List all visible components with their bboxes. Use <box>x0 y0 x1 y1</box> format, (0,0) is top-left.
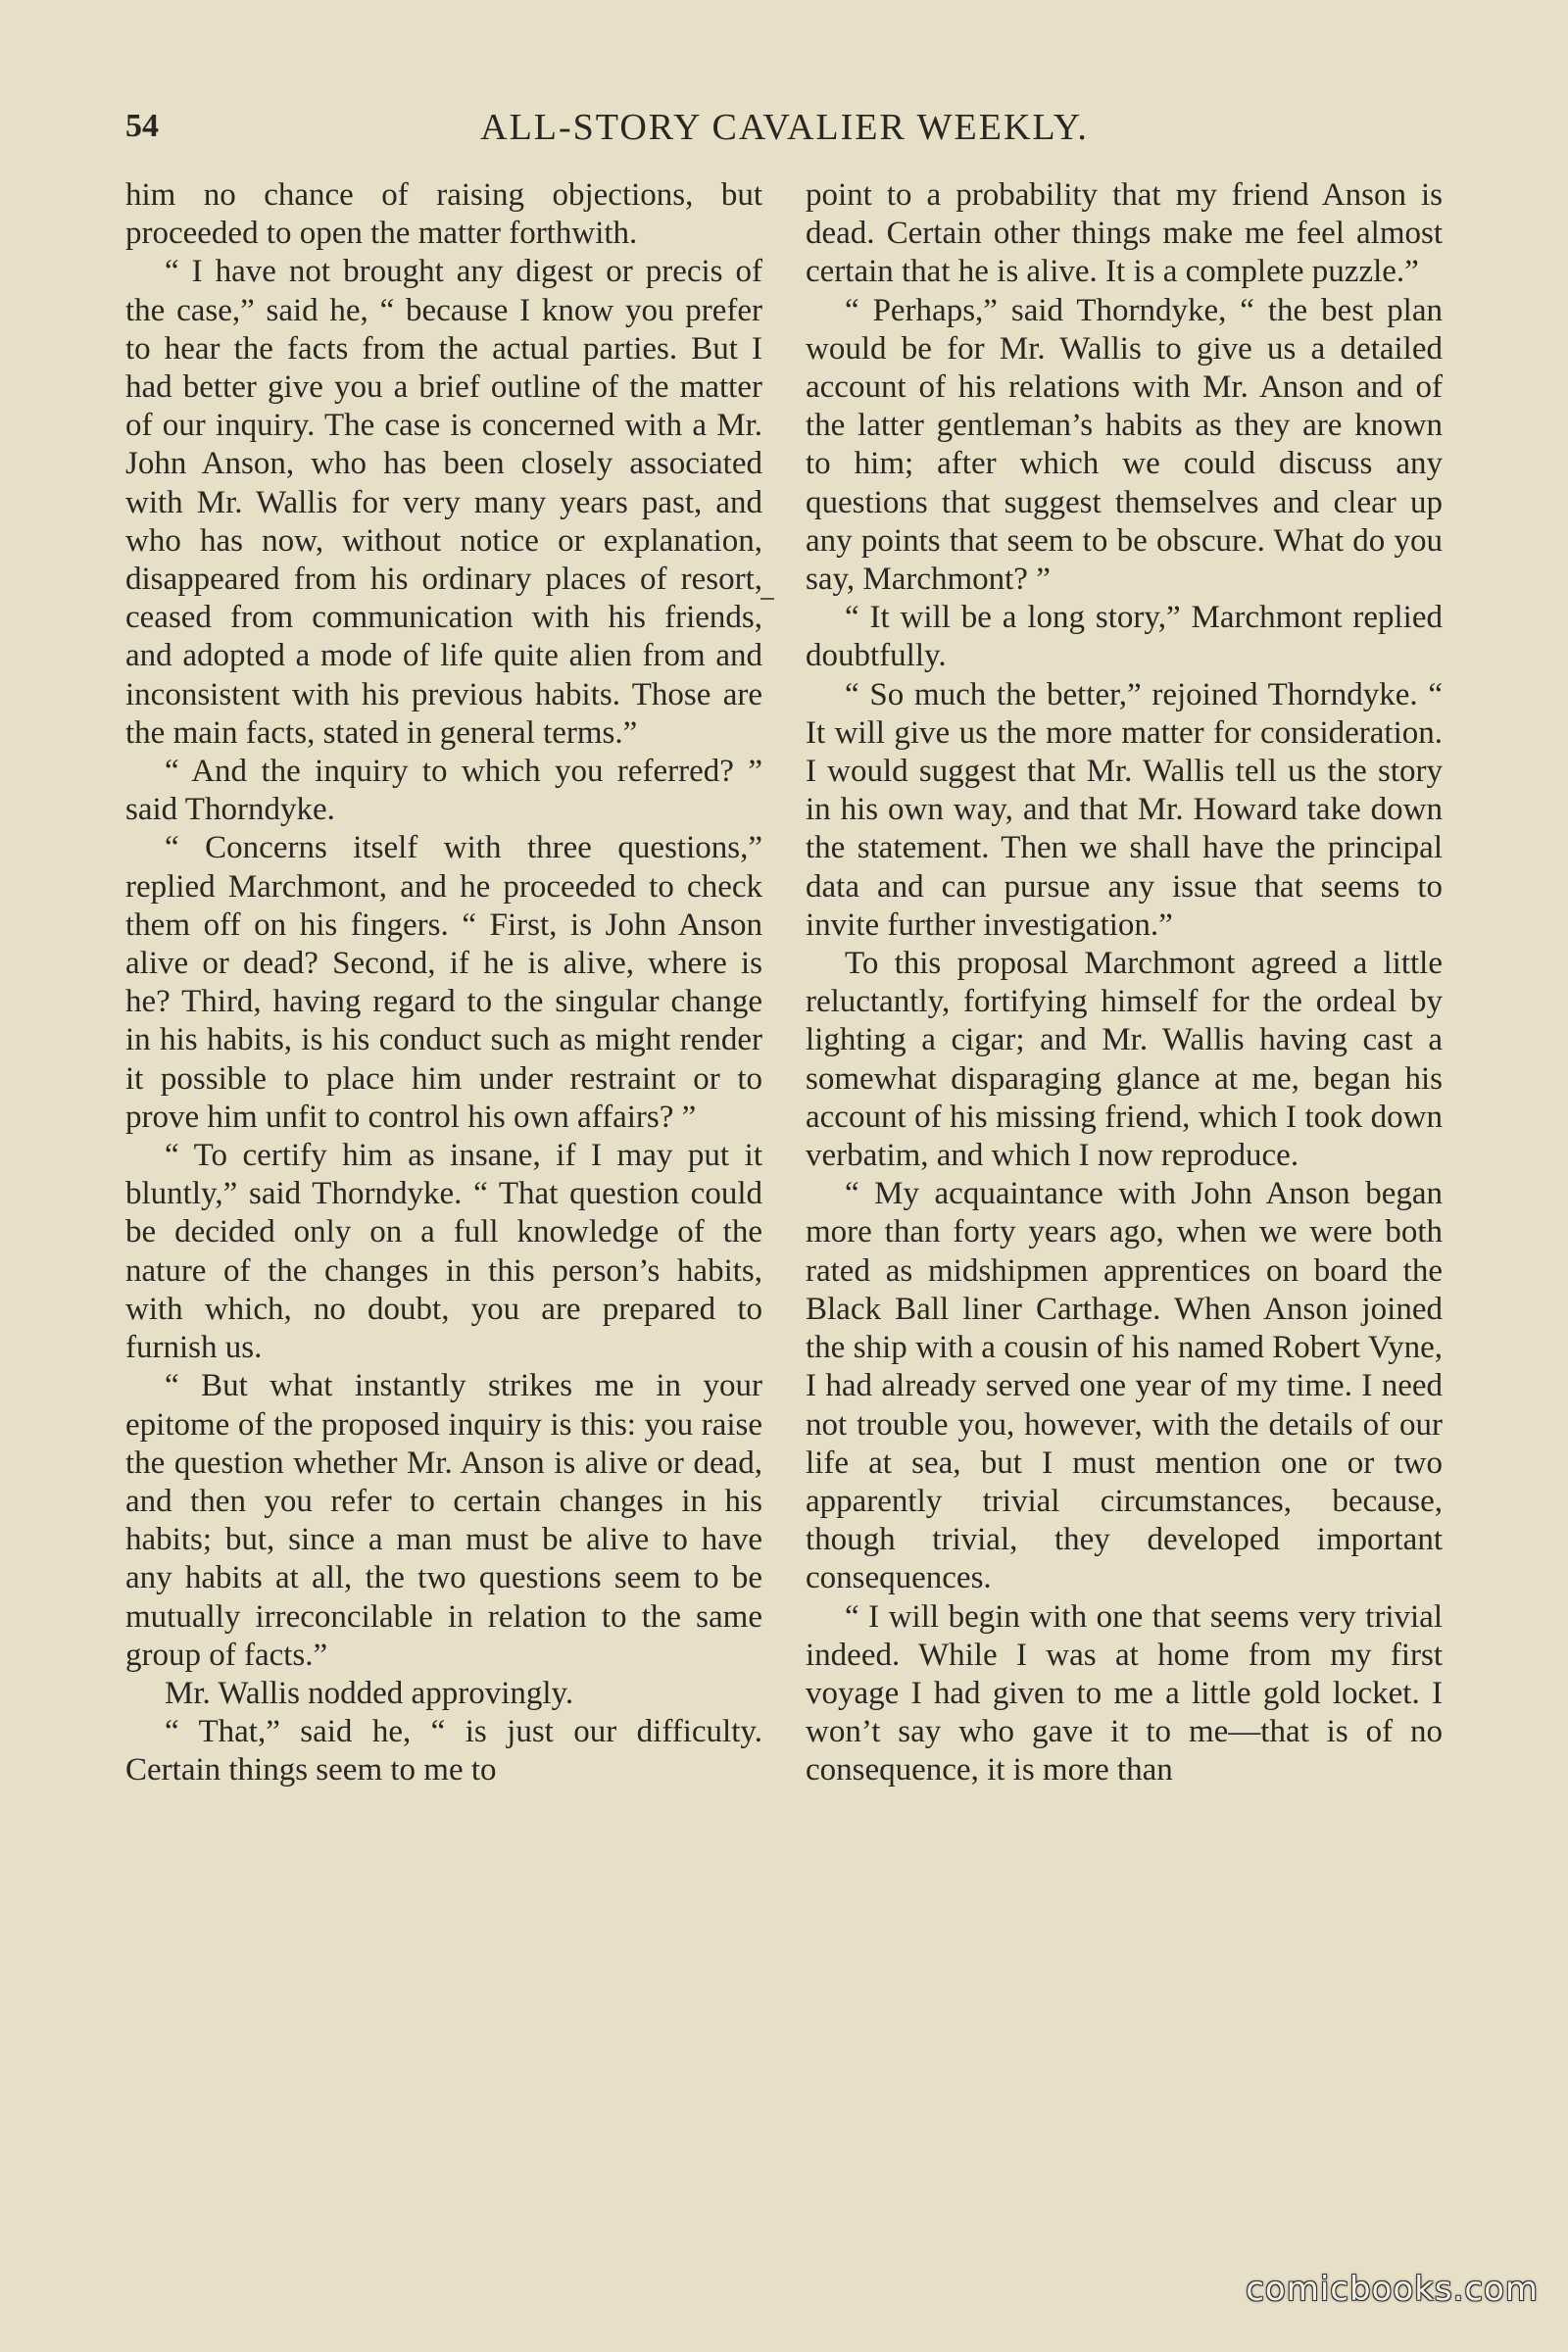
paragraph: “ Perhaps,” said Thorndyke, “ the best plan would be for Mr. Wallis to give us a detailed account of his relations with Mr. Anson and of the latter gentleman’s habits as they are known to him; after which we could discuss any questions that suggest themselves and clear up any points that seem to be obscure. What do you say, Marchmont? ” <box>806 292 1443 598</box>
paragraph: “ To certify him as insane, if I may put it bluntly,” said Thorndyke. “ That question could be decided only on a full knowledge of the nature of the changes in this person’s habits, with which, no doubt, you are prepared to furnish us. <box>125 1138 762 1366</box>
paragraph: “ It will be a long story,” Marchmont replied doubtfully. <box>806 600 1443 674</box>
paragraph: “ My acquaintance with John Anson began more than forty years ago, when we were both rated as midshipmen apprentices on board the Black Ball liner Carthage. When Anson joined the ship with a cousin of his named Robert Vyne, I had already served one year of my time. I need not trouble you, however, with the details of our life at sea, but I must mention one or two apparently trivial circumstances, because, though trivial, they developed important consequences. <box>806 1176 1443 1596</box>
paragraph: him no chance of raising objections, but proceeded to open the matter forthwith. <box>125 177 762 252</box>
paragraph: Mr. Wallis nodded approvingly. <box>165 1675 574 1711</box>
paragraph: “ That,” said he, “ is just our difficulty. Certain things seem to me to <box>125 1714 762 1788</box>
left-column <box>125 176 762 1790</box>
paragraph: “ I have not brought any digest or precis of the case,” said he, “ because I know you prefer to hear the facts from the actual parties. But I had better give you a brief outline of the matter of our inquiry. The case is concerned with a Mr. John Anson, who has been closely associated with Mr. Wallis for very many years past, and who has now, without notice or explanation, disappeared from his ordinary places of resort, ceased from communication with his friends, and adopted a mode of life quite alien from and inconsistent with his previous habits. Those are the main facts, stated in general terms.” <box>125 254 762 751</box>
paragraph: “ And the inquiry to which you referred? ” said Thorndyke. <box>125 754 762 828</box>
paragraph: “ But what instantly strikes me in your epitome of the proposed inquiry is this: you raise the question whether Mr. Anson is alive or dead, and then you refer to certain changes in his habits; but, since a man must be alive to have any habits at all, the two questions seem to be mutually irreconcilable in relation to the same group of facts.” <box>125 1368 762 1673</box>
page-number: 54 <box>125 108 159 144</box>
paragraph: To this proposal Marchmont agreed a little reluctantly, fortifying himself for the ordeal by lighting a cigar; and Mr. Wallis having cast a somewhat disparaging glance at me, began his account of his missing friend, which I took down verbatim, and which I now reproduce. <box>806 946 1443 1174</box>
paragraph: “ I will begin with one that seems very trivial indeed. While I was at home from my first voyage I had given to me a little gold locket. I won’t say who gave it to me—that is of no consequence, it is more than <box>806 1598 1443 1788</box>
paragraph: point to a probability that my friend Anson is dead. Certain other things make me feel almost certain that he is alive. It is a complete puzzle.” <box>806 177 1443 290</box>
page-header <box>125 98 1444 157</box>
gutter-dash <box>760 598 774 600</box>
paragraph: “ So much the better,” rejoined Thorndyke. “ It will give us the more matter for consideration. I would suggest that Mr. Wallis tell us the story in his own way, and that Mr. Howard take down the statement. Then we shall have the principal data and can pursue any issue that seems to invite further investigation.” <box>806 676 1443 943</box>
right-column <box>806 176 1443 1790</box>
watermark-logo: comicbooks.com <box>1246 2270 1539 2309</box>
paragraph: “ Concerns itself with three questions,” replied Marchmont, and he proceeded to check them off on his fingers. “ First, is John Anson alive or dead? Second, if he is alive, where is he? Third, having regard to the singular change in his habits, is his conduct such as might render it possible to place him under restraint or to prove him unfit to control his own affairs? ” <box>125 830 762 1135</box>
running-title: ALL-STORY CAVALIER WEEKLY. <box>480 107 1089 148</box>
